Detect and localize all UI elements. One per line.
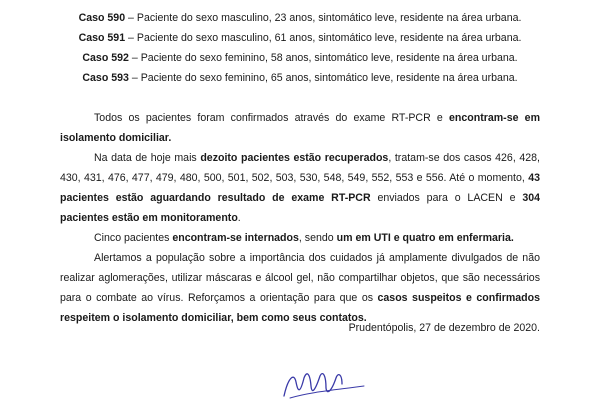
bold-span: dezoito pacientes estão recuperados xyxy=(200,152,389,164)
text-span: . xyxy=(237,212,241,224)
case-text: – Paciente do sexo masculino, 23 anos, sintomático leve, residente na área urbana. xyxy=(125,12,522,24)
case-text: – Paciente do sexo masculino, 61 anos, sintomático leve, residente na área urbana. xyxy=(125,32,522,44)
handwritten-signature-icon xyxy=(280,368,370,400)
document-body xyxy=(60,108,540,328)
bold-span: 304 pacientes estão em monitoramento xyxy=(60,192,540,224)
case-line xyxy=(60,48,540,68)
paragraph-recovered xyxy=(60,148,540,228)
case-label: Caso 590 xyxy=(78,12,126,24)
paragraph-hospitalized xyxy=(60,228,540,248)
text-span: enviados para o LACEN e xyxy=(370,192,523,204)
case-line xyxy=(60,28,540,48)
case-label: Caso 593 xyxy=(82,72,129,84)
bold-span: um em UTI e quatro em enfermaria. xyxy=(336,232,514,244)
text-span: , sendo xyxy=(298,232,337,244)
bold-span: casos suspeitos e confirmados respeitem o isolamento domiciliar, bem como seus contatos. xyxy=(60,292,540,324)
case-list xyxy=(60,8,540,88)
paragraph-confirmation xyxy=(60,108,540,148)
case-line xyxy=(60,8,540,28)
case-label: Caso 592 xyxy=(82,52,129,64)
text-span: Cinco pacientes xyxy=(94,232,173,244)
bold-span: 43 pacientes estão aguardando resultado de exame RT-PCR xyxy=(60,172,540,204)
text-span: Na data de hoje mais xyxy=(94,152,201,164)
text-span: Todos os pacientes foram confirmados através do exame RT-PCR e xyxy=(94,112,450,124)
bold-span: encontram-se internados xyxy=(172,232,299,244)
case-text: – Paciente do sexo feminino, 65 anos, sintomático leve, residente na área urbana. xyxy=(128,72,518,84)
bold-span: encontram-se em isolamento domiciliar. xyxy=(60,112,540,144)
document-date: Prudentópolis, 27 de dezembro de 2020. xyxy=(348,322,540,334)
case-text: – Paciente do sexo feminino, 58 anos, sintomático leve, residente na área urbana. xyxy=(128,52,518,64)
case-line xyxy=(60,68,540,88)
case-label: Caso 591 xyxy=(78,32,126,44)
text-span: , tratam-se dos casos 426, 428, 430, 431, 476, 477, 479, 480, 500, 501, 502, 503, 530, 548, 549, 552, 553 e 556. Até o momento, xyxy=(60,152,540,184)
paragraph-alert xyxy=(60,248,540,328)
text-span: Alertamos a população sobre a importância dos cuidados já amplamente divulgados de não realizar aglomerações, utilizar máscaras e álcool gel, não compartilhar objetos, que são necessários para o combate ao vírus. Reforçamos a orientação para que os xyxy=(60,252,540,304)
